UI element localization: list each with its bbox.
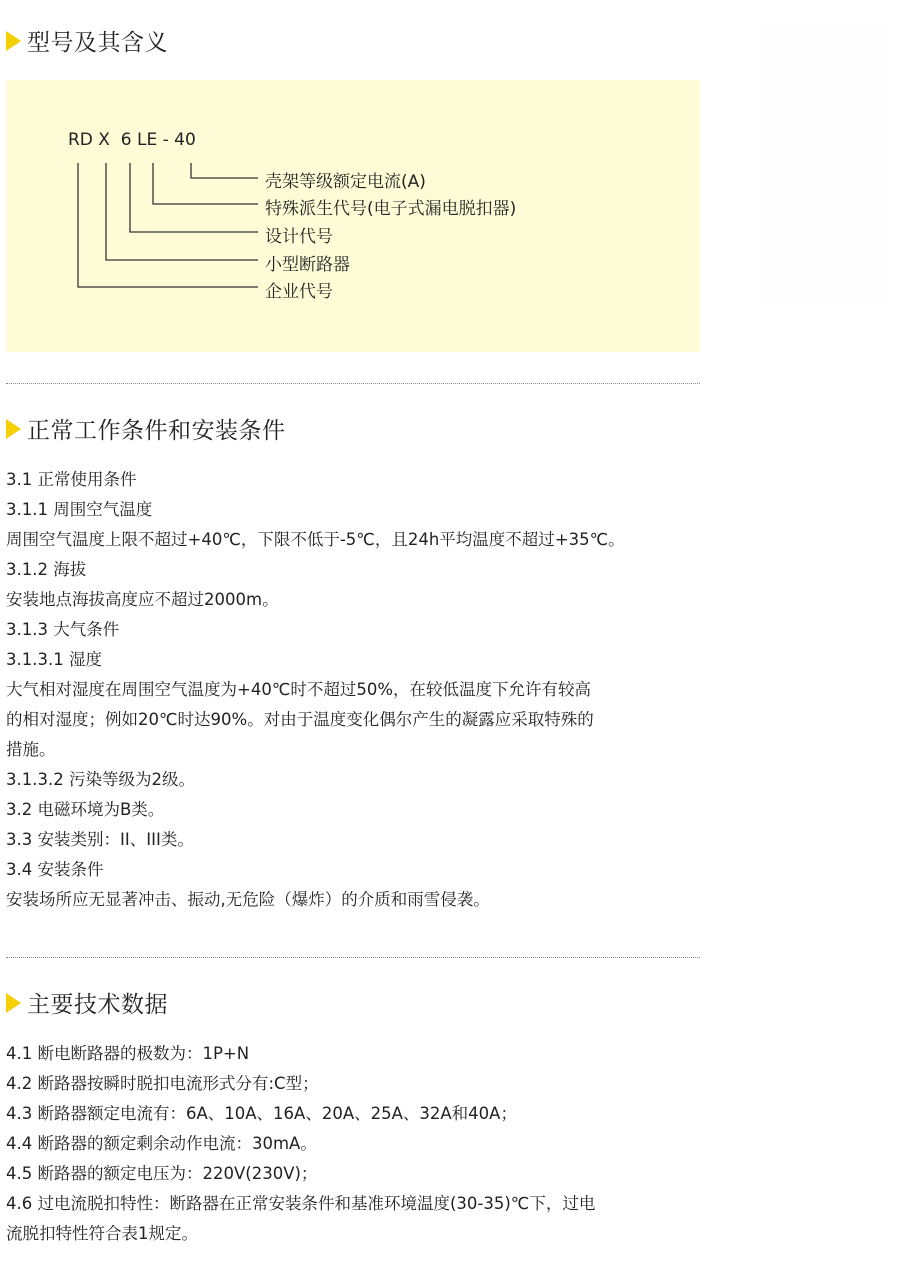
text-line: 4.2 断路器按瞬时脱扣电流形式分有:C型； — [6, 1074, 319, 1093]
section-heading-technical — [6, 986, 168, 1019]
model-code: RD X 6 LE - 40 — [68, 130, 196, 150]
text-line: 周围空气温度上限不超过+40℃，下限不低于-5℃，且24h平均温度不超过+35℃。 — [6, 530, 625, 549]
side-panel — [758, 25, 890, 305]
text-line: 4.3 断路器额定电流有：6A、10A、16A、20A、25A、32A和40A； — [6, 1104, 517, 1123]
label-rated-current: 壳架等级额定电流(A) — [265, 172, 426, 192]
text-line: 3.1.2 海拔 — [6, 560, 87, 579]
text-line: 的相对湿度；例如20℃时达90%。对由于温度变化偶尔产生的凝露应采取特殊的 — [6, 710, 594, 729]
label-enterprise-code: 企业代号 — [265, 282, 333, 302]
technical-data-text — [6, 1039, 706, 1249]
text-line: 3.1.3 大气条件 — [6, 620, 120, 639]
connector-line-rated-current — [191, 163, 258, 178]
triangle-bullet-icon — [6, 31, 21, 51]
text-line: 3.4 安装条件 — [6, 860, 104, 879]
text-line: 安装地点海拔高度应不超过2000m。 — [6, 590, 279, 609]
text-line: 4.1 断电断路器的极数为：1P+N — [6, 1044, 250, 1063]
text-line: 3.2 电磁环境为B类。 — [6, 800, 165, 819]
label-design-code: 设计代号 — [265, 227, 333, 247]
text-line: 4.5 断路器的额定电压为：220V(230V)； — [6, 1164, 318, 1183]
conditions-text — [6, 465, 706, 915]
text-line: 流脱扣特性符合表1规定。 — [6, 1224, 198, 1243]
connector-line-design — [130, 163, 258, 232]
text-line: 3.3 安装类别：II、III类。 — [6, 830, 194, 849]
triangle-bullet-icon — [6, 993, 21, 1013]
text-line: 措施。 — [6, 740, 56, 759]
label-miniature-breaker: 小型断路器 — [265, 255, 350, 275]
connector-line-enterprise — [78, 163, 258, 287]
section-title: 主要技术数据 — [27, 992, 168, 1018]
section-title: 型号及其含义 — [27, 30, 168, 56]
section-heading-conditions — [6, 412, 286, 445]
model-diagram — [6, 80, 700, 352]
label-derivative-code: 特殊派生代号(电子式漏电脱扣器) — [265, 199, 517, 219]
text-line: 大气相对湿度在周围空气温度为+40℃时不超过50%，在较低温度下允许有较高 — [6, 680, 592, 699]
section-heading-model — [6, 24, 168, 57]
text-line: 4.6 过电流脱扣特性：断路器在正常安装条件和基准环境温度(30-35)℃下，过电 — [6, 1194, 596, 1213]
text-line: 3.1.3.2 污染等级为2级。 — [6, 770, 195, 789]
triangle-bullet-icon — [6, 419, 21, 439]
divider — [6, 383, 700, 384]
text-line: 3.1.3.1 湿度 — [6, 650, 102, 669]
text-line: 安装场所应无显著冲击、振动,无危险（爆炸）的介质和雨雪侵袭。 — [6, 890, 490, 909]
divider — [6, 957, 700, 958]
connector-line-derivative — [153, 163, 258, 204]
text-line: 3.1.1 周围空气温度 — [6, 500, 153, 519]
text-line: 3.1 正常使用条件 — [6, 470, 137, 489]
text-line: 4.4 断路器的额定剩余动作电流：30mA。 — [6, 1134, 317, 1153]
section-title: 正常工作条件和安装条件 — [27, 418, 286, 444]
